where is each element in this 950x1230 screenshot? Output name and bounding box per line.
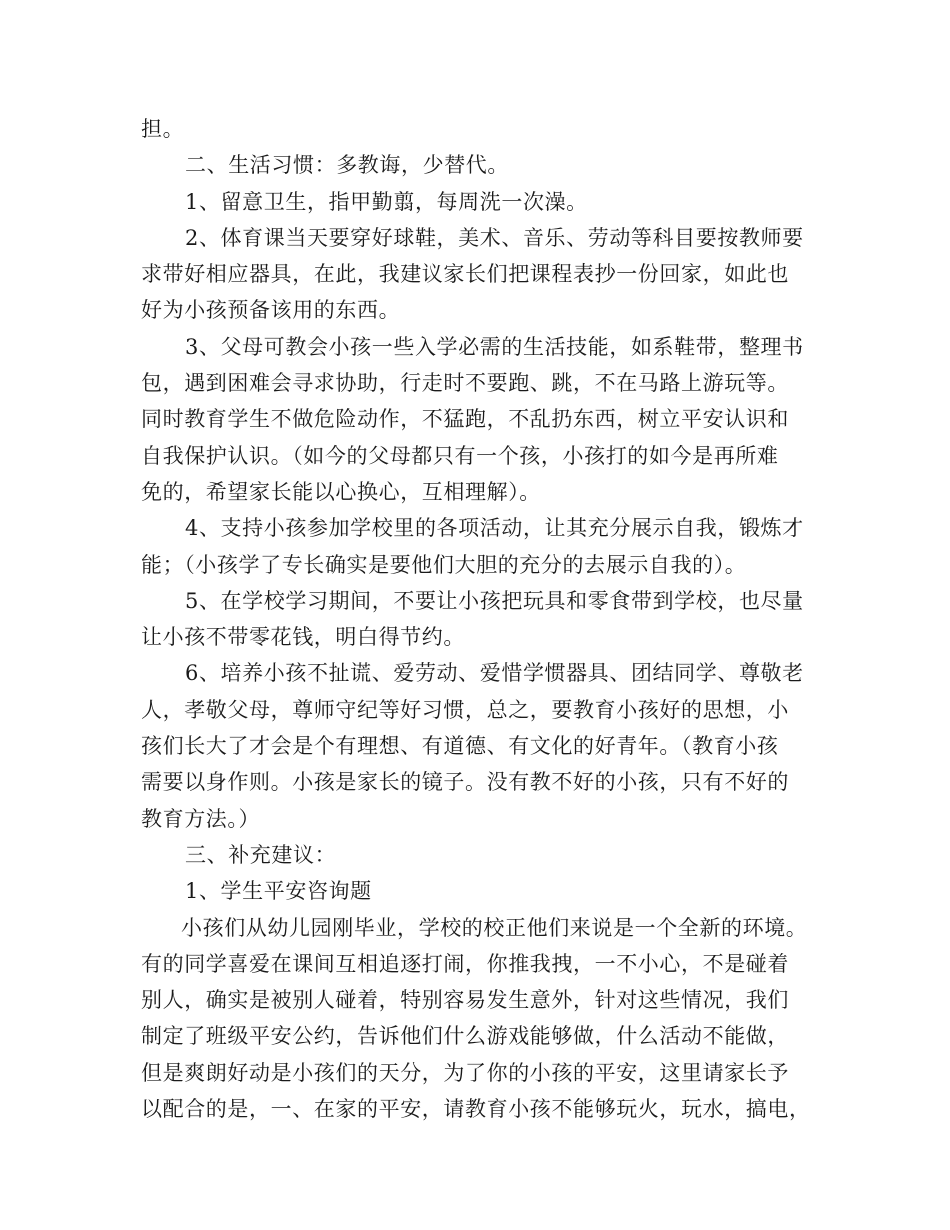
text-line: 但是爽朗好动是小孩们的天分，为了你的小孩的平安，这里请家长予 [141,1060,789,1085]
text-line: 能；（小孩学了专长确实是要他们大胆的充分的去展示自我的）。 [141,552,747,577]
text-line: 小孩们从幼儿园刚毕业，学校的校正他们来说是一个全新的环境。 [181,915,808,940]
text-line: 三、补充建议： [185,842,337,867]
text-line: 人，孝敬父母，尊师守纪等好习惯，总之，要教育小孩好的思想，小 [141,697,789,722]
text-line: 包，遇到困难会寻求协助，行走时不要跑、跳，不在马路上游玩等。 [141,371,789,396]
text-line: 有的同学喜爱在课间互相追逐打闹，你推我拽，一不小心，不是碰着 [141,951,789,976]
text-line: 1、留意卫生，指甲勤翦，每周洗一次澡。 [185,189,588,214]
text-line: 二、生活习惯：多教诲，少替代。 [185,153,509,178]
text-line: 4、支持小孩参加学校里的各项活动，让其充分展示自我，锻炼才 [185,516,804,541]
text-line: 同时教育学生不做危险动作，不猛跑，不乱扔东西，树立平安认识和 [141,407,789,432]
text-line: 2、体育课当天要穿好球鞋，美术、音乐、劳动等科目要按教师要 [185,225,804,250]
text-line: 制定了班级平安公约，告诉他们什么游戏能够做，什么活动不能做， [141,1024,789,1049]
text-line: 以配合的是，一、在家的平安，请教育小孩不能够玩火，玩水，搞电， [141,1097,811,1122]
text-line: 别人，确实是被别人碰着，特别容易发生意外，针对这些情况，我们 [141,988,789,1013]
text-line: 1、学生平安咨询题 [185,879,372,904]
text-line: 免的，希望家长能以心换心，互相理解）。 [141,479,541,504]
text-line: 担。 [141,117,185,141]
text-line: 6、培养小孩不扯谎、爱劳动、爱惜学惯器具、团结同学、尊敬老 [185,661,804,686]
text-line: 需要以身作则。小孩是家长的镜子。没有教不好的小孩，只有不好的 [141,770,789,795]
text-line: 求带好相应器具，在此，我建议家长们把课程表抄一份回家，如此也 [141,262,789,287]
text-line: 5、在学校学习期间，不要让小孩把玩具和零食带到学校，也尽量 [185,588,804,613]
text-line: 让小孩不带零花钱，明白得节约。 [141,625,465,650]
text-line: 3、父母可教会小孩一些入学必需的生活技能，如系鞋带，整理书 [185,334,804,359]
text-line: 孩们长大了才会是个有理想、有道德、有文化的好青年。（教育小孩 [141,734,779,759]
text-line: 好为小孩预备该用的东西。 [141,298,401,323]
text-line: 教育方法。） [141,806,261,831]
document-body [141,111,821,1127]
text-line: 自我保护认识。（如今的父母都只有一个孩，小孩打的如今是再所难 [141,443,779,468]
